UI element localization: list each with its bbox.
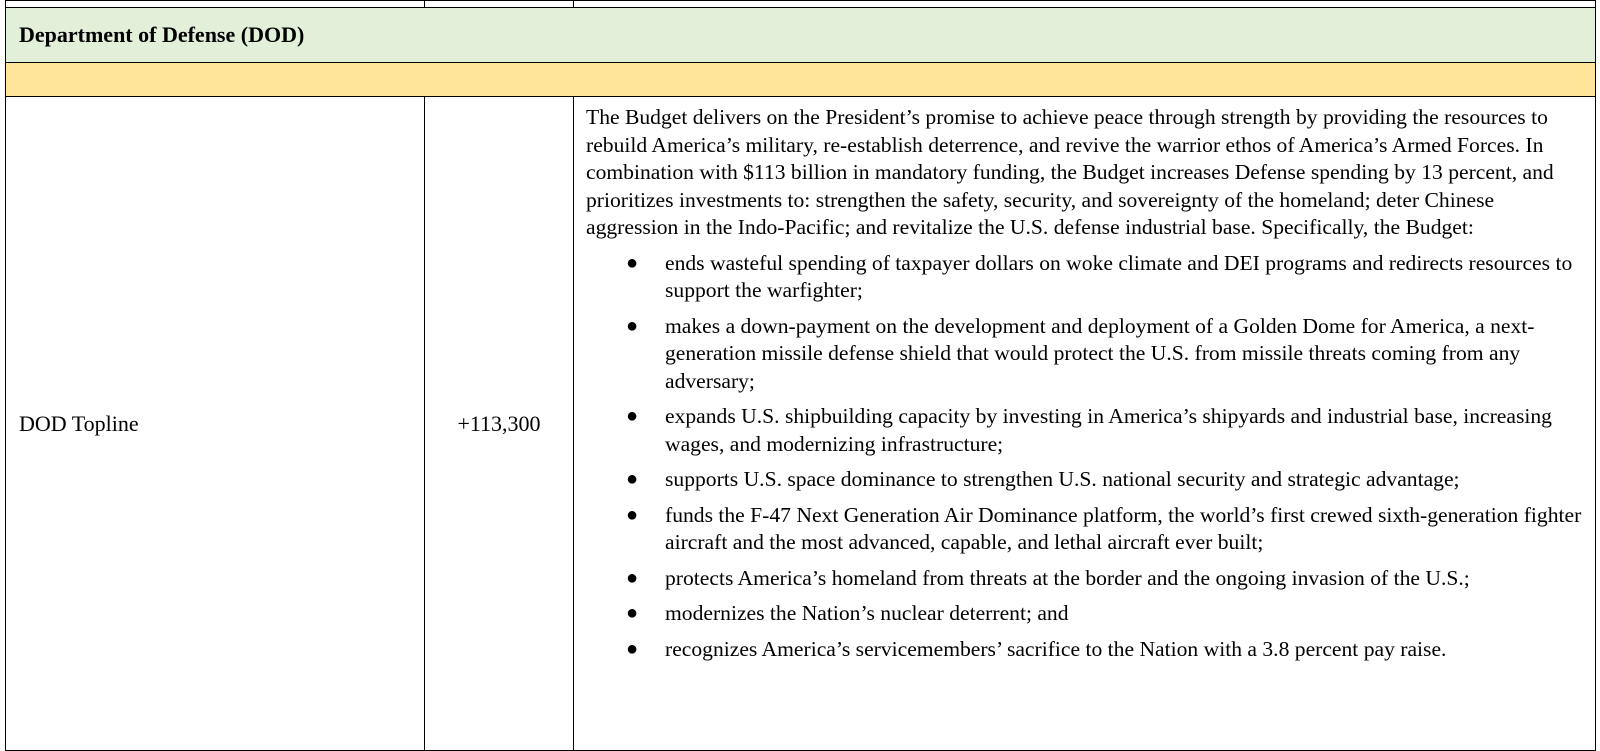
bullet-text: ends wasteful spending of taxpayer dollars on woke climate and DEI programs and redirects resources to support the warfighter;	[665, 250, 1573, 302]
table-cell	[6, 1, 425, 8]
row-label: DOD Topline	[6, 97, 425, 751]
previous-row-remnant	[6, 1, 1596, 8]
bullet-text: makes a down-payment on the development and deployment of a Golden Dome for America, a next-generation missile defense shield that would protect the U.S. from missile threats coming from any adversary;	[665, 313, 1535, 393]
bullet-text: modernizes the Nation’s nuclear deterrent; and	[665, 601, 1069, 625]
table-cell	[425, 1, 574, 8]
bullet-text: protects America’s homeland from threats at the border and the ongoing invasion of the U.S.;	[665, 565, 1470, 590]
bullet-icon: ●	[626, 566, 639, 589]
bullet-icon: ●	[626, 503, 639, 526]
section-title: Department of Defense (DOD)	[6, 8, 1596, 63]
bullet-icon: ●	[626, 314, 639, 337]
highlight-band-row	[6, 63, 1596, 97]
bullet-item	[586, 313, 1583, 396]
bullet-icon: ●	[626, 468, 639, 490]
bullet-icon: ●	[626, 405, 639, 427]
bullet-icon: ●	[626, 602, 639, 624]
bullet-item	[586, 565, 1583, 593]
bullet-item	[586, 250, 1583, 305]
bullet-list	[586, 250, 1583, 664]
bullet-item	[586, 466, 1583, 494]
bullet-text: funds the F-47 Next Generation Air Dominance platform, the world’s first crewed sixth-generation fighter aircraft and the most advanced, capable, and lethal aircraft ever built;	[665, 502, 1582, 554]
bullet-item	[586, 403, 1583, 458]
bullet-text: recognizes America’s servicemembers’ sacrifice to the Nation with a 3.8 percent pay raise.	[665, 636, 1447, 661]
bullet-icon: ●	[626, 251, 639, 274]
highlight-band	[6, 63, 1596, 97]
row-amount: +113,300	[425, 97, 574, 751]
bullet-icon: ●	[626, 637, 639, 660]
row-description	[574, 97, 1596, 751]
bullet-text: expands U.S. shipbuilding capacity by investing in America’s shipyards and industrial base, increasing wages, and modernizing infrastructure;	[665, 404, 1552, 456]
description-intro: The Budget delivers on the President’s promise to achieve peace through strength by providing the resources to rebuild America’s military, re-establish deterrence, and revive the warrior ethos of America’s Armed Forces. In combination with $113 billion in mandatory funding, the Budget increases Defense spending by 13 percent, and prioritizes investments to: strengthen the safety, security, and sovereignty of the homeland; deter Chinese aggression in the Indo-Pacific; and revitalize the U.S. defense industrial base. Specifically, the Budget:	[586, 105, 1554, 239]
bullet-item	[586, 636, 1583, 664]
bullet-item	[586, 600, 1583, 628]
table-row	[6, 97, 1596, 751]
table-cell	[574, 1, 1596, 8]
bullet-text: supports U.S. space dominance to strengthen U.S. national security and strategic advantage;	[665, 467, 1460, 491]
bullet-item	[586, 502, 1583, 557]
budget-table	[5, 0, 1596, 751]
section-header-row	[6, 8, 1596, 63]
